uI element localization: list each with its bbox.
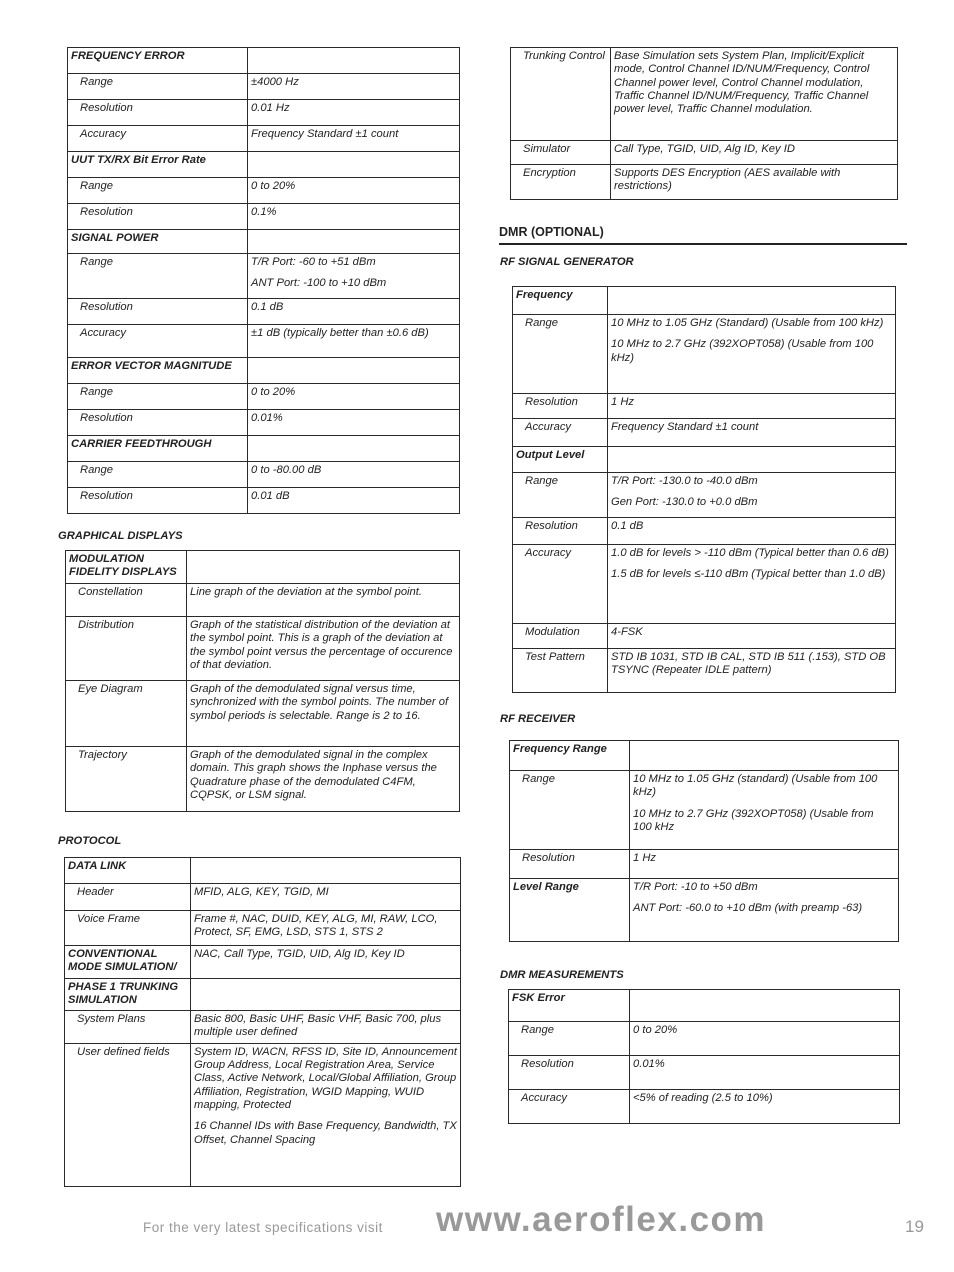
parameter-label: Constellation [66,584,187,617]
table-row [68,100,460,126]
section-header-cell: Level Range [510,879,630,942]
parameter-value [191,911,461,946]
parameter-label: System Plans [65,1011,191,1044]
parameter-value [248,384,460,410]
section-header-cell: ERROR VECTOR MAGNITUDE [68,358,248,384]
parameter-value [248,254,460,299]
value-line: Frequency Standard ±1 count [611,421,759,433]
table-row [68,358,460,384]
section-header-cell: Frequency [513,287,608,315]
parameter-label: Simulator [511,141,611,165]
frequency-error-table [67,47,460,514]
parameter-label: Resolution [68,410,248,436]
parameter-value [608,624,896,649]
table-row [513,545,896,624]
parameter-value [248,126,460,152]
parameter-label: Accuracy [68,325,248,358]
table-row [513,624,896,649]
parameter-value [611,141,898,165]
value-line: ANT Port: -100 to +10 dBm [251,277,387,290]
value-line: T/R Port: -130.0 to -40.0 dBm [611,475,758,487]
table-row [68,254,460,299]
parameter-value [608,545,896,624]
table-row [68,488,460,514]
parameter-label: Voice Frame [65,911,191,946]
parameter-value [191,884,461,911]
table-row [68,48,460,74]
parameter-label: Range [68,384,248,410]
parameter-value [630,990,900,1022]
parameter-label: Resolution [510,850,630,879]
rf-receiver-table [509,740,899,942]
parameter-label: Modulation [513,624,608,649]
section-header-cell: UUT TX/RX Bit Error Rate [68,152,248,178]
section-header-cell: DATA LINK [65,858,191,884]
table-row [68,230,460,254]
parameter-value [187,551,460,584]
table-row [513,419,896,447]
parameter-label: Range [513,473,608,518]
parameter-value [630,1090,900,1124]
value-line: 0.1 dB [251,301,284,313]
parameter-label: Range [68,74,248,100]
value-line: Call Type, TGID, UID, Alg ID, Key ID [614,143,795,155]
table-row [513,447,896,473]
protocol-table [64,857,461,1187]
parameter-value [608,473,896,518]
value-line: Gen Port: -130.0 to +0.0 dBm [611,496,758,509]
parameter-value [248,100,460,126]
parameter-label: Encryption [511,165,611,200]
value-line: 0 to 20% [251,386,296,398]
parameter-value [608,447,896,473]
value-line: 0.01 Hz [251,102,290,114]
parameter-label: Accuracy [513,545,608,624]
value-line: 1.5 dB for levels ≤-110 dBm (Typical better than 1.0 dB) [611,568,886,581]
parameter-value [248,410,460,436]
value-line: 0.01 dB [251,490,290,502]
parameter-value [187,617,460,681]
value-line: Graph of the demodulated signal versus time, synchronized with the symbol points. The number of symbol periods is selectable. Range is 2 to 16. [190,683,449,722]
parameter-value [608,287,896,315]
table-row [66,747,460,812]
value-line: Graph of the statistical distribution of the deviation at the symbol point. This is a graph of the deviation at the symbol point versus the percentage of occurence of that deviation. [190,619,453,671]
section-header-cell: CONVENTIONAL MODE SIMULATION/ [65,946,191,979]
protocol-heading: PROTOCOL [58,835,122,847]
parameter-value [630,771,899,850]
parameter-label: Distribution [66,617,187,681]
section-header-cell: PHASE 1 TRUNKING SIMULATION [65,978,191,1011]
value-line: 1.0 dB for levels > -110 dBm (Typical better than 0.6 dB) [611,547,889,559]
value-line: ±4000 Hz [251,76,299,88]
parameter-value [191,1011,461,1044]
parameter-value [608,649,896,693]
value-line: T/R Port: -60 to +51 dBm [251,256,376,268]
value-line: ANT Port: -60.0 to +10 dBm (with preamp -63) [633,902,863,915]
parameter-label: Resolution [68,100,248,126]
section-header-cell: Output Level [513,447,608,473]
value-line: ±1 dB (typically better than ±0.6 dB) [251,327,429,339]
parameter-label: Test Pattern [513,649,608,693]
parameter-value [187,747,460,812]
section-header-cell: CARRIER FEEDTHROUGH [68,436,248,462]
value-line: T/R Port: -10 to +50 dBm [633,881,758,893]
value-line: 4-FSK [611,626,643,638]
table-row [509,1090,900,1124]
value-line: Base Simulation sets System Plan, Implicit/Explicit mode, Control Channel ID/NUM/Frequency, Control Channel power level, Control Channel modulation, Traffic Channel ID/NUM/Frequency, Traffic Channel power level, Traffic Channel modulation. [614,50,870,116]
table-row [65,911,461,946]
parameter-value [248,436,460,462]
table-row [513,518,896,545]
value-line: 10 MHz to 2.7 GHz (392XOPT058) (Usable from 100 kHz [633,807,874,833]
table-row [68,436,460,462]
table-row [509,1022,900,1056]
rf-receiver-heading: RF RECEIVER [500,713,576,725]
value-line: 0 to 20% [251,180,296,192]
parameter-value [248,74,460,100]
value-line: 10 MHz to 1.05 GHz (standard) (Usable from 100 kHz) [633,773,878,799]
parameter-value [191,858,461,884]
parameter-value [611,48,898,141]
table-row [510,879,899,942]
footer-url-link[interactable]: www.aeroflex.com [436,1200,767,1239]
value-line: Line graph of the deviation at the symbol point. [190,586,422,598]
table-row [68,178,460,204]
parameter-value [248,488,460,514]
parameter-label: Range [510,771,630,850]
parameter-value [248,152,460,178]
parameter-value [248,48,460,74]
rf-signal-generator-table [512,286,896,693]
parameter-value [248,178,460,204]
value-line: 16 Channel IDs with Base Frequency, Bandwidth, TX Offset, Channel Spacing [194,1120,457,1146]
table-row [511,48,898,141]
value-line: 1 Hz [611,396,635,408]
table-row [513,315,896,394]
parameter-label: Accuracy [509,1090,630,1124]
table-row [66,617,460,681]
table-row [65,946,461,979]
parameter-value [608,315,896,394]
value-line: System ID, WACN, RFSS ID, Site ID, Announcement Group Address, Local Registration Area, Service Class, Active Network, Local/Global Affiliation, Group Affiliation, Registration, WGID Mapping, WUID mapping, Protected [194,1045,457,1111]
parameter-value [630,741,899,771]
table-row [68,384,460,410]
value-line: 0 to -80.00 dB [251,464,322,476]
parameter-label: Trunking Control [511,48,611,141]
parameter-label: Accuracy [513,419,608,447]
parameter-label: Accuracy [68,126,248,152]
parameter-value [248,325,460,358]
parameter-value [248,462,460,488]
parameter-label: Range [68,254,248,299]
table-row [66,551,460,584]
table-row [68,462,460,488]
value-line: 10 MHz to 2.7 GHz (392XOPT058) (Usable from 100 kHz) [611,338,874,364]
parameter-value [191,1043,461,1186]
parameter-value [630,1022,900,1056]
parameter-value [248,299,460,325]
parameter-value [191,978,461,1011]
table-row [513,287,896,315]
section-header-cell: SIGNAL POWER [68,230,248,254]
parameter-value [608,419,896,447]
dmr-optional-heading: DMR (OPTIONAL) [499,225,907,245]
parameter-label: Range [68,462,248,488]
parameter-label: Trajectory [66,747,187,812]
parameter-label: Range [68,178,248,204]
value-line: 0.01% [251,412,283,424]
footer-visit-text: For the very latest specifications visit [143,1220,383,1235]
section-header-cell: FREQUENCY ERROR [68,48,248,74]
value-line: Frequency Standard ±1 count [251,128,399,140]
value-line: MFID, ALG, KEY, TGID, MI [194,886,329,898]
section-header-cell: MODULATION FIDELITY DISPLAYS [66,551,187,584]
parameter-label: Range [509,1022,630,1056]
value-line: 0 to 20% [633,1024,678,1036]
table-row [68,299,460,325]
value-line: STD IB 1031, STD IB CAL, STD IB 511 (.153), STD OB TSYNC (Repeater IDLE pattern) [611,651,886,677]
table-row [68,325,460,358]
parameter-value [630,850,899,879]
table-row [65,884,461,911]
table-row [509,990,900,1022]
table-row [65,858,461,884]
parameter-label: Header [65,884,191,911]
section-header-cell: FSK Error [509,990,630,1022]
table-row [513,473,896,518]
parameter-label: Resolution [513,518,608,545]
table-row [66,681,460,747]
parameter-value [187,681,460,747]
table-row [510,850,899,879]
dmr-measurements-heading: DMR MEASUREMENTS [500,969,624,981]
parameter-value [248,230,460,254]
table-row [513,649,896,693]
graphical-displays-table [65,550,460,812]
parameter-label: User defined fields [65,1043,191,1186]
table-row [68,204,460,230]
parameter-label: Resolution [68,488,248,514]
table-row [510,741,899,771]
parameter-value [248,358,460,384]
table-row [68,126,460,152]
parameter-value [248,204,460,230]
value-line: Frame #, NAC, DUID, KEY, ALG, MI, RAW, LCO, Protect, SF, EMG, LSD, STS 1, STS 2 [194,913,438,939]
parameter-value [608,394,896,419]
parameter-label: Resolution [68,204,248,230]
value-line: 0.1 dB [611,520,644,532]
parameter-label: Resolution [509,1056,630,1090]
table-row [66,584,460,617]
parameter-value [611,165,898,200]
value-line: Basic 800, Basic UHF, Basic VHF, Basic 700, plus multiple user defined [194,1013,442,1039]
parameter-value [608,518,896,545]
parameter-label: Resolution [68,299,248,325]
parameter-label: Range [513,315,608,394]
table-row [65,978,461,1011]
parameter-value [630,1056,900,1090]
parameter-value [187,584,460,617]
parameter-label: Eye Diagram [66,681,187,747]
table-row [513,394,896,419]
parameter-value [630,879,899,942]
parameter-value [191,946,461,979]
table-row [68,410,460,436]
value-line: 0.1% [251,206,277,218]
section-header-cell: Frequency Range [510,741,630,771]
value-line: <5% of reading (2.5 to 10%) [633,1092,773,1104]
table-row [511,141,898,165]
page-number: 19 [905,1217,924,1236]
value-line: Graph of the demodulated signal in the complex domain. This graph shows the Inphase versus the Quadrature phase of the demodulated C4FM, CQPSK, or LSM signal. [190,749,437,801]
graphical-displays-heading: GRAPHICAL DISPLAYS [58,530,183,542]
value-line: 0.01% [633,1058,665,1070]
value-line: 1 Hz [633,852,657,864]
table-row [65,1043,461,1186]
table-row [65,1011,461,1044]
value-line: 10 MHz to 1.05 GHz (Standard) (Usable from 100 kHz) [611,317,884,329]
table-row [68,74,460,100]
table-row [510,771,899,850]
value-line: Supports DES Encryption (AES available with restrictions) [614,167,841,193]
value-line: NAC, Call Type, TGID, UID, Alg ID, Key ID [194,948,405,960]
table-row [509,1056,900,1090]
table-row [511,165,898,200]
rf-signal-generator-heading: RF SIGNAL GENERATOR [500,256,634,268]
table-row [68,152,460,178]
dmr-measurements-table [508,989,900,1124]
parameter-label: Resolution [513,394,608,419]
trunking-table [510,47,898,200]
